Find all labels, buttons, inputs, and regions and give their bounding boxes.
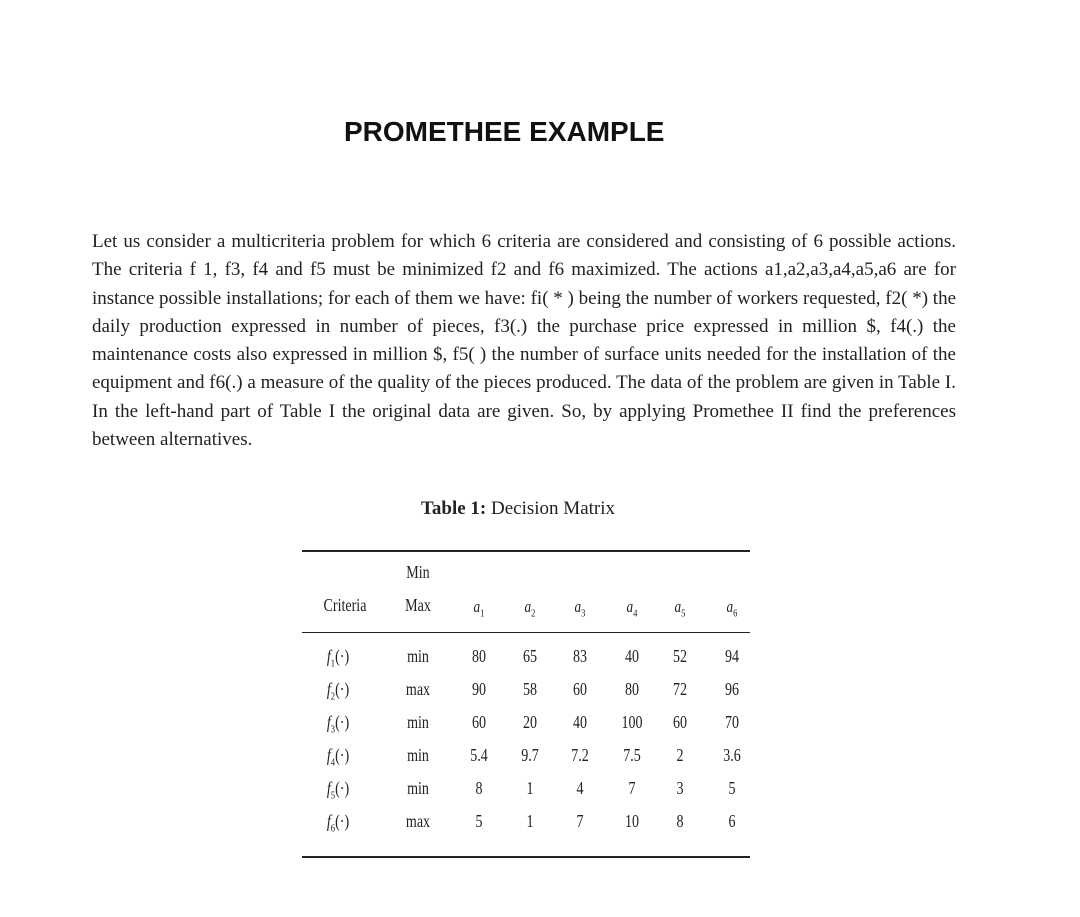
header-min: Min xyxy=(406,562,430,582)
matrix-cell: 40 xyxy=(572,712,588,732)
criterion-label xyxy=(316,745,360,769)
table-header-rule xyxy=(302,632,750,633)
criterion-index: 2 xyxy=(330,690,336,703)
alternative-index: 6 xyxy=(733,607,738,620)
alternative-base: a xyxy=(674,597,682,616)
matrix-cell: 60 xyxy=(572,679,588,699)
matrix-cell: 3 xyxy=(676,778,684,798)
matrix-cell: 1 xyxy=(526,811,534,831)
criterion-index: 5 xyxy=(330,789,336,802)
matrix-cell: 60 xyxy=(471,712,487,732)
criterion-function: f xyxy=(326,712,331,732)
alternative-base: a xyxy=(626,597,634,616)
matrix-cell: 90 xyxy=(471,679,487,699)
matrix-cell: 1 xyxy=(526,778,534,798)
matrix-cell: 52 xyxy=(672,646,688,666)
matrix-cell: 7.2 xyxy=(571,745,589,765)
matrix-cell: 9.7 xyxy=(521,745,539,765)
criterion-argument: (·) xyxy=(335,811,350,831)
matrix-cell: 94 xyxy=(724,646,740,666)
alternative-header xyxy=(610,597,654,619)
matrix-cell: 58 xyxy=(522,679,538,699)
criterion-label xyxy=(316,811,360,835)
header-max: Max xyxy=(405,595,431,615)
criterion-label xyxy=(316,712,360,736)
criterion-index: 6 xyxy=(330,822,336,835)
matrix-cell: 7 xyxy=(576,811,584,831)
criterion-argument: (·) xyxy=(335,745,350,765)
matrix-cell: 4 xyxy=(576,778,584,798)
alternative-base: a xyxy=(524,597,532,616)
criterion-label xyxy=(316,679,360,703)
criterion-direction: max xyxy=(405,679,431,699)
criterion-argument: (·) xyxy=(335,679,350,699)
matrix-cell: 100 xyxy=(621,712,643,732)
matrix-cell: 83 xyxy=(572,646,588,666)
criterion-index: 4 xyxy=(330,756,336,769)
criterion-label xyxy=(316,778,360,802)
matrix-cell: 80 xyxy=(624,679,640,699)
alternative-index: 5 xyxy=(681,607,686,620)
alternative-base: a xyxy=(473,597,481,616)
table-caption xyxy=(0,498,1036,520)
matrix-cell: 80 xyxy=(471,646,487,666)
criterion-index: 1 xyxy=(330,657,336,670)
table-top-rule xyxy=(302,550,750,552)
criterion-argument: (·) xyxy=(335,778,350,798)
alternative-header xyxy=(558,597,602,619)
matrix-cell: 40 xyxy=(624,646,640,666)
matrix-cell: 2 xyxy=(676,745,684,765)
table-caption-text: Decision Matrix xyxy=(491,498,616,519)
alternative-index: 1 xyxy=(480,607,485,620)
alternative-header xyxy=(658,597,702,619)
matrix-cell: 65 xyxy=(522,646,538,666)
criterion-index: 3 xyxy=(330,723,336,736)
criterion-argument: (·) xyxy=(335,712,350,732)
matrix-cell: 5 xyxy=(728,778,736,798)
alternative-base: a xyxy=(726,597,734,616)
criterion-function: f xyxy=(326,646,331,666)
criterion-function: f xyxy=(326,811,331,831)
alternative-index: 3 xyxy=(581,607,586,620)
criterion-argument: (·) xyxy=(335,646,350,666)
matrix-cell: 3.6 xyxy=(723,745,741,765)
criterion-direction: min xyxy=(407,646,429,666)
matrix-cell: 7 xyxy=(628,778,636,798)
matrix-cell: 5 xyxy=(475,811,483,831)
matrix-cell: 70 xyxy=(724,712,740,732)
matrix-cell: 8 xyxy=(676,811,684,831)
criterion-direction: min xyxy=(407,745,429,765)
header-criteria: Criteria xyxy=(323,595,367,615)
alternative-header xyxy=(710,597,754,619)
criterion-label xyxy=(316,646,360,670)
criterion-function: f xyxy=(326,778,331,798)
matrix-cell: 20 xyxy=(522,712,538,732)
matrix-cell: 5.4 xyxy=(470,745,488,765)
matrix-cell: 96 xyxy=(724,679,740,699)
table-caption-label: Table 1: xyxy=(420,498,487,519)
matrix-cell: 8 xyxy=(475,778,483,798)
alternative-index: 4 xyxy=(633,607,638,620)
criterion-direction: max xyxy=(405,811,431,831)
criterion-function: f xyxy=(326,745,331,765)
problem-description: Let us consider a multicriteria problem for which 6 criteria are considered and consisting of 6 possible actions. The criteria f 1, f3, f4 and f5 must be minimized f2 and f6 maximized. The actions a1,a2,a3,a4,a5,a6 are for instance possible installations; for each of them we have: fi( * ) being the number of workers requested, f2( *) the daily production expressed in number of pieces, f3(.) the purchase price expressed in million $, f4(.) the maintenance costs also expressed in million $, f5( ) the number of surface units needed for the installation of the equipment and f6(.) a measure of the quality of the pieces produced. The data of the problem are given in Table I. In the left-hand part of Table I the original data are given. So, by applying Promethee II find the preferences between alternatives. xyxy=(92,231,956,451)
matrix-cell: 7.5 xyxy=(623,745,641,765)
alternative-header xyxy=(457,597,501,619)
matrix-cell: 10 xyxy=(624,811,640,831)
criterion-function: f xyxy=(326,679,331,699)
matrix-cell: 6 xyxy=(728,811,736,831)
alternative-index: 2 xyxy=(531,607,536,620)
matrix-cell: 60 xyxy=(672,712,688,732)
criterion-direction: min xyxy=(407,712,429,732)
matrix-cell: 72 xyxy=(672,679,688,699)
criterion-direction: min xyxy=(407,778,429,798)
page-title: PROMETHEE EXAMPLE xyxy=(344,116,665,147)
alternative-base: a xyxy=(574,597,582,616)
alternative-header xyxy=(508,597,552,619)
table-bottom-rule xyxy=(302,856,750,858)
